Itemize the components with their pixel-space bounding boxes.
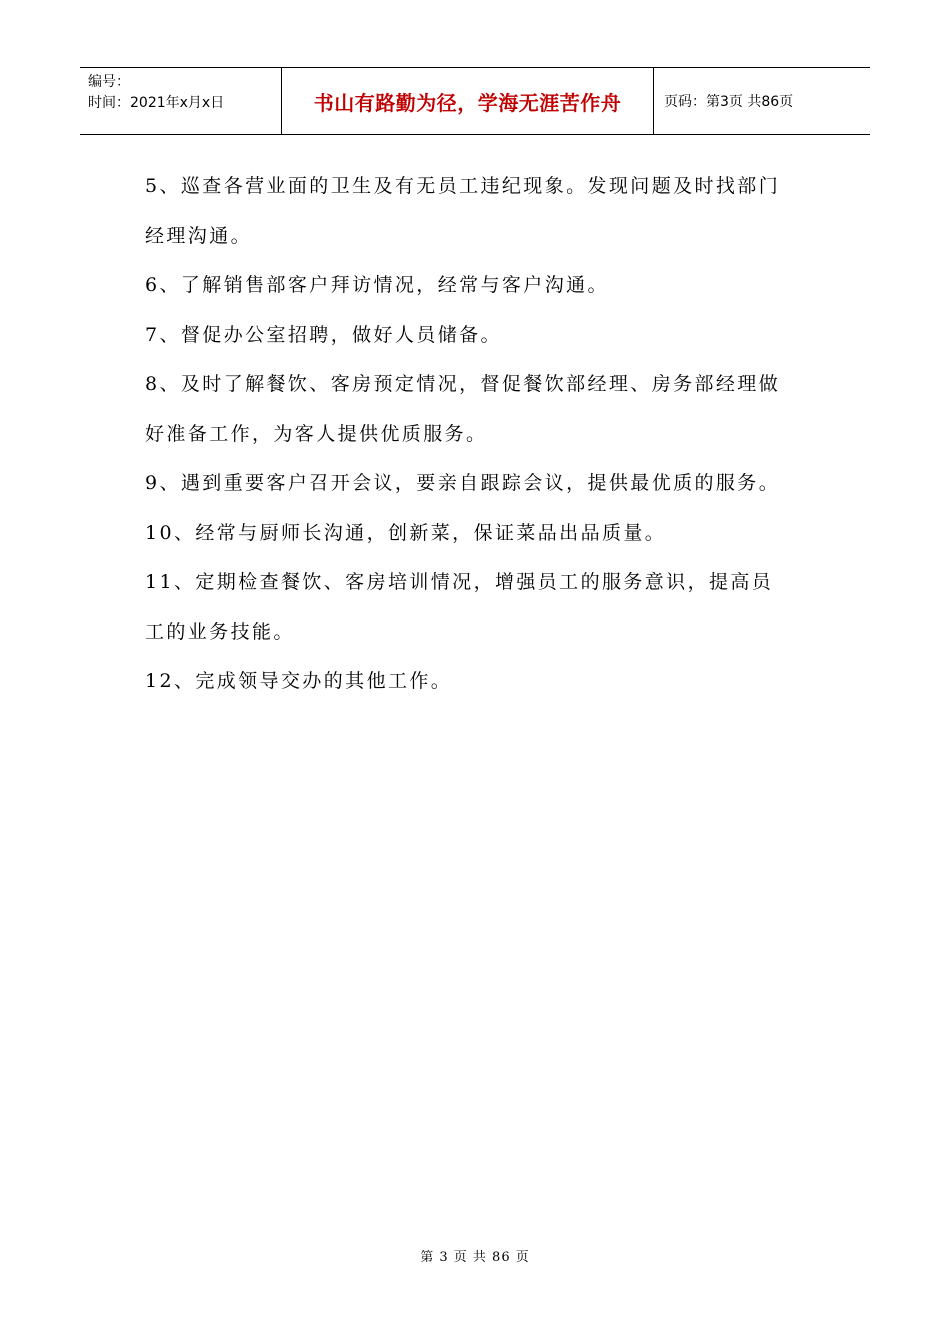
footer-page-number: 第 3 页 共 86 页 xyxy=(420,1250,530,1265)
body-line: 6、了解销售部客户拜访情况，经常与客户沟通。 xyxy=(145,274,609,296)
header-page-info: 页码：第3页 共86页 xyxy=(664,94,794,110)
header-meta xyxy=(80,68,282,134)
document-date: 时间：2021年x月x日 xyxy=(88,95,225,111)
body-line: 工的业务技能。 xyxy=(145,620,295,643)
body-line: 7、督促办公室招聘，做好人员储备。 xyxy=(145,323,502,346)
body-line: 8、及时了解餐饮、客房预定情况，督促餐饮部经理、房务部经理做 xyxy=(145,373,781,395)
body-line: 10、经常与厨师长沟通，创新菜，保证菜品出品质量。 xyxy=(145,521,667,544)
document-body xyxy=(145,162,810,707)
body-line: 9、遇到重要客户召开会议，要亲自跟踪会议，提供最优质的服务。 xyxy=(145,472,781,494)
body-line: 11、定期检查餐饮、客房培训情况，增强员工的服务意识，提高员 xyxy=(145,571,774,593)
page-header xyxy=(80,67,870,135)
body-line: 经理沟通。 xyxy=(145,224,253,247)
body-line: 5、巡查各营业面的卫生及有无员工违纪现象。发现问题及时找部门 xyxy=(145,175,781,197)
body-line: 12、完成领导交办的其他工作。 xyxy=(145,670,453,692)
document-number-label: 编号： xyxy=(88,74,130,90)
body-line: 好准备工作，为客人提供优质服务。 xyxy=(145,422,488,445)
header-motto: 书山有路勤为径，学海无涯苦作舟 xyxy=(313,90,622,115)
page-footer xyxy=(0,1246,950,1265)
header-motto-cell xyxy=(282,68,654,134)
header-page-info-cell xyxy=(654,68,870,134)
